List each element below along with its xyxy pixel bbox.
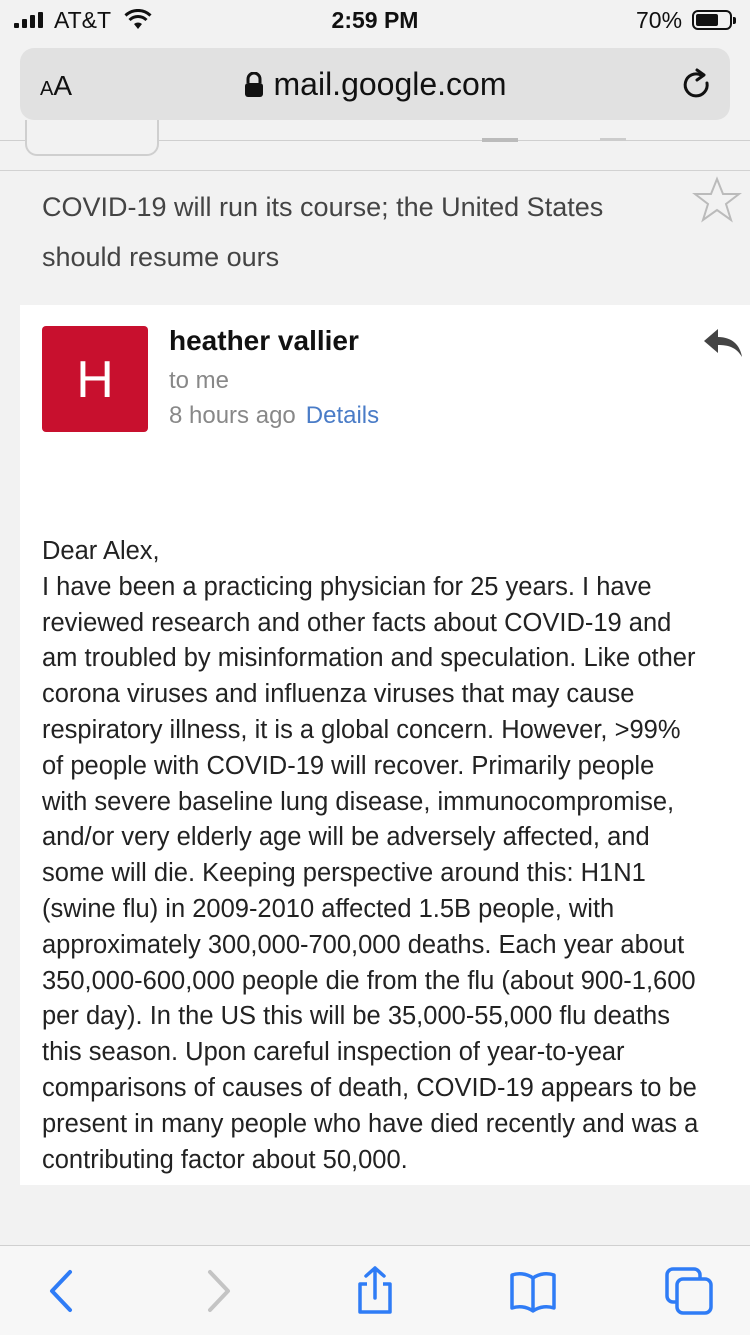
text-size-button[interactable]: AA — [40, 70, 73, 101]
details-link[interactable]: Details — [305, 402, 380, 429]
reload-icon[interactable] — [680, 68, 714, 102]
bookmarks-icon[interactable] — [508, 1266, 558, 1316]
tabs-icon[interactable] — [664, 1266, 714, 1316]
star-icon[interactable] — [692, 176, 742, 224]
toolbar-more-icon[interactable] — [600, 138, 626, 141]
email-subject: COVID-19 will run its course; the United States should resume ours — [42, 192, 604, 272]
share-icon[interactable] — [350, 1266, 400, 1316]
avatar: H — [42, 326, 148, 432]
recipient-label: to me — [169, 367, 230, 394]
lock-icon — [244, 72, 264, 98]
browser-toolbar — [0, 1245, 750, 1335]
back-icon[interactable] — [38, 1266, 88, 1316]
battery-icon — [692, 10, 732, 30]
clock: 2:59 PM — [331, 7, 419, 33]
url-text: mail.google.com — [273, 66, 507, 102]
address-bar[interactable] — [20, 48, 730, 120]
battery-percent: 70% — [636, 7, 683, 33]
message-card — [20, 305, 750, 1185]
status-bar — [0, 0, 750, 40]
message-time — [169, 402, 379, 430]
reply-icon[interactable] — [702, 327, 744, 359]
url-field[interactable] — [20, 66, 730, 103]
carrier-label: AT&T — [54, 7, 112, 33]
toolbar-archive-icon[interactable] — [482, 138, 518, 142]
message-body — [42, 534, 750, 1178]
time-ago: 8 hours ago — [169, 402, 296, 429]
forward-icon[interactable] — [192, 1266, 242, 1316]
body-text: I have been a practicing physician for 25 years. I have reviewed research and other facts about COVID-19 and am troubled by misinformation and speculation. Like other corona viruses and influenza viruses that may cause respiratory illness, it is a global concern. However, >99% of people with COVID-19 will recover. Primarily people with severe baseline lung disease, immunocompromise, and/or very elderly age will be adversely affected, and some will die. Keeping perspective around this: H1N1 (swine flu) in 2009-2010 affected 1.5B people, with approximately 300,000-700,000 deaths. Each year about 350,000-600,000 people die from the flu (about 900-1,600 per day). In the US this will be 35,000-55,000 flu deaths this season. Upon careful inspection of year-to-year comparisons of causes of death, COVID-19 appears to be present in many people who have died recently and was a contributing factor about 50,000. — [42, 572, 699, 1174]
back-to-inbox-tab[interactable] — [25, 120, 159, 156]
divider — [0, 170, 750, 171]
greeting: Dear Alex, — [42, 537, 160, 565]
sender-name: heather vallier — [169, 325, 359, 356]
